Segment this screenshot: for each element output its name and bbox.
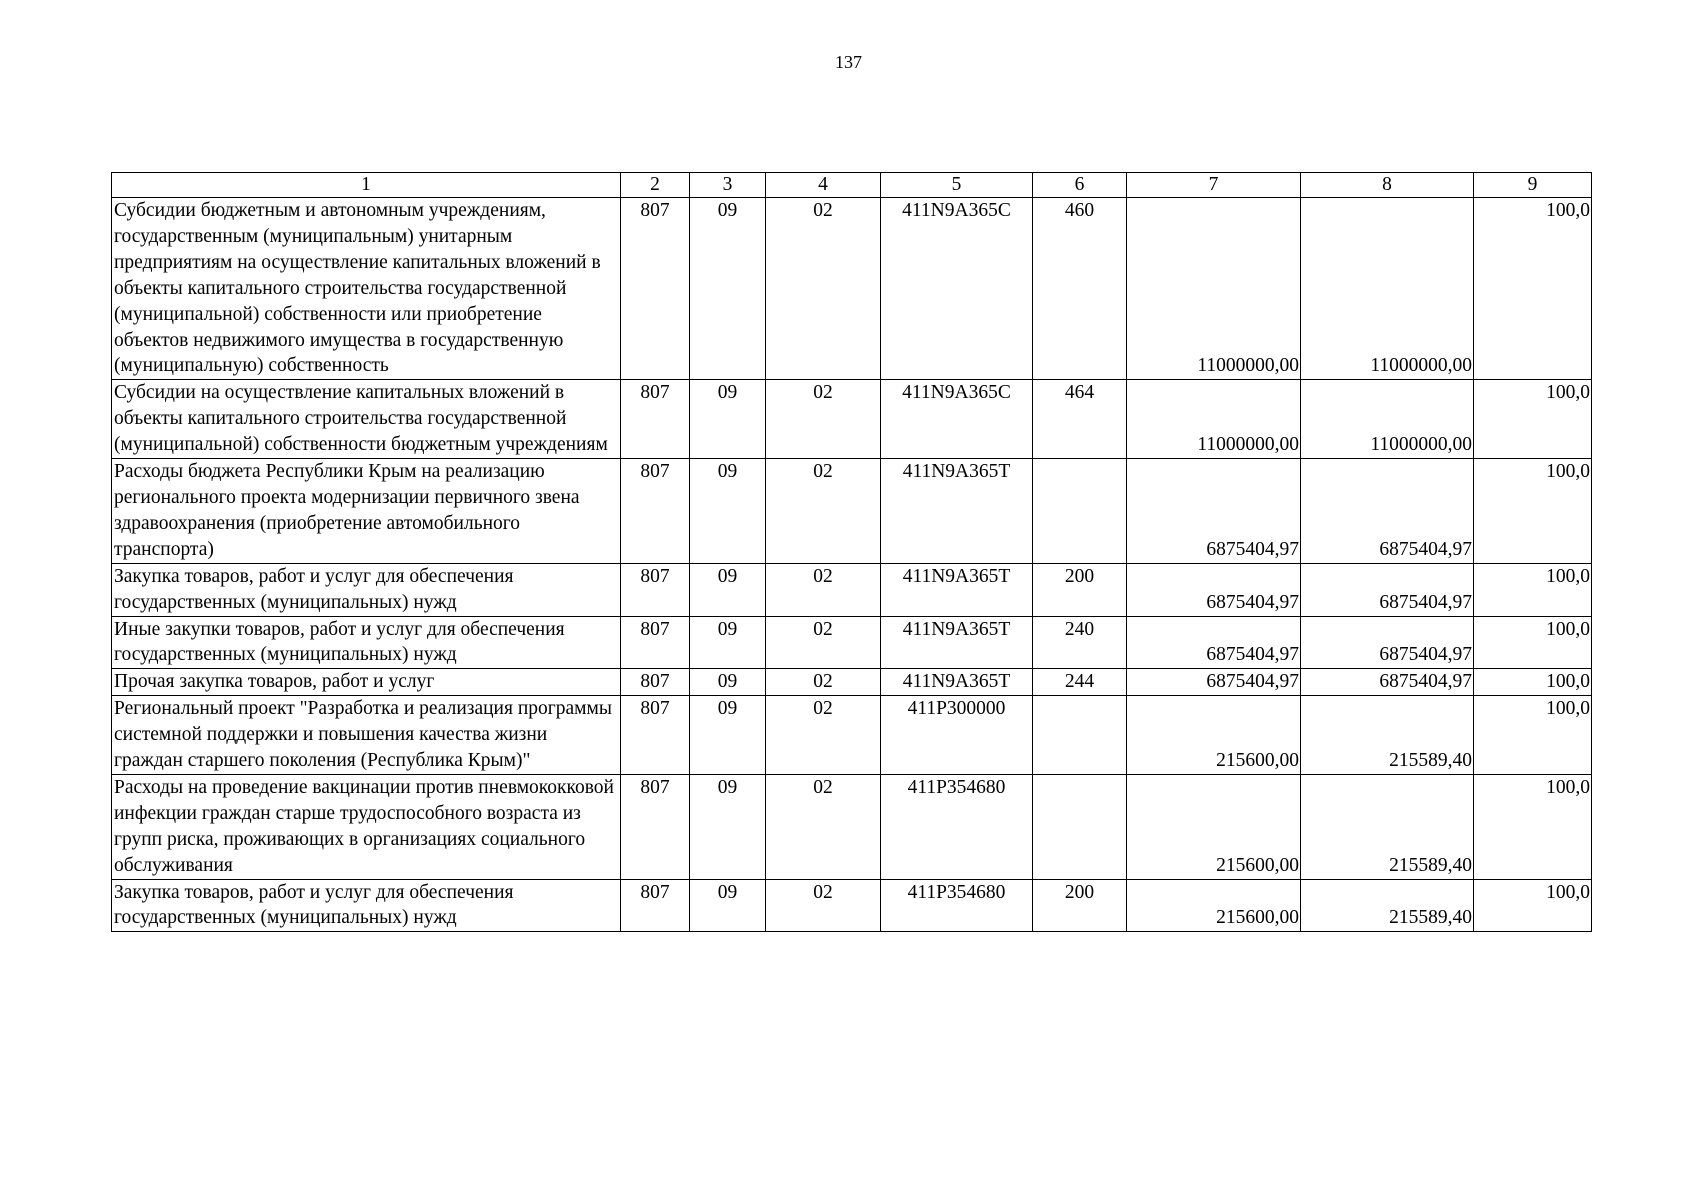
table-row	[112, 563, 1592, 616]
table-row	[112, 459, 1592, 564]
cell-col6: 240	[1033, 616, 1127, 669]
column-header-9: 9	[1474, 173, 1592, 198]
cell-col9: 100,0	[1474, 563, 1592, 616]
cell-col7: 6875404,97	[1127, 669, 1301, 696]
cell-col4: 02	[766, 879, 881, 932]
cell-col5: 411N9A365T	[881, 459, 1033, 564]
cell-col5: 411N9A365T	[881, 669, 1033, 696]
column-header-3: 3	[690, 173, 766, 198]
cell-col7: 6875404,97	[1127, 459, 1301, 564]
column-header-4: 4	[766, 173, 881, 198]
cell-col3: 09	[690, 774, 766, 879]
row-description: Субсидии на осуществление капитальных вложений в объекты капитального строительства государственной (муниципальной) собственности бюджетным учреждениям	[112, 380, 621, 459]
cell-col3: 09	[690, 879, 766, 932]
cell-col2: 807	[621, 696, 690, 775]
cell-col4: 02	[766, 696, 881, 775]
cell-col6: 200	[1033, 879, 1127, 932]
column-header-8: 8	[1301, 173, 1474, 198]
cell-col9: 100,0	[1474, 380, 1592, 459]
cell-col4: 02	[766, 563, 881, 616]
cell-col2: 807	[621, 616, 690, 669]
cell-col2: 807	[621, 669, 690, 696]
cell-col6: 200	[1033, 563, 1127, 616]
row-description: Расходы на проведение вакцинации против пневмококковой инфекции граждан старше трудоспособного возраста из групп риска, проживающих в организациях социального обслуживания	[112, 774, 621, 879]
page-number: 137	[835, 52, 862, 72]
cell-col8: 11000000,00	[1301, 198, 1474, 380]
cell-col9: 100,0	[1474, 879, 1592, 932]
cell-col9: 100,0	[1474, 459, 1592, 564]
table-row	[112, 879, 1592, 932]
row-description: Закупка товаров, работ и услуг для обеспечения государственных (муниципальных) нужд	[112, 879, 621, 932]
cell-col4: 02	[766, 380, 881, 459]
table-row	[112, 696, 1592, 775]
cell-col6	[1033, 774, 1127, 879]
cell-col9: 100,0	[1474, 696, 1592, 775]
row-description: Расходы бюджета Республики Крым на реализацию регионального проекта модернизации первичного звена здравоохранения (приобретение автомобильного транспорта)	[112, 459, 621, 564]
cell-col7: 215600,00	[1127, 696, 1301, 775]
cell-col9: 100,0	[1474, 616, 1592, 669]
cell-col6: 464	[1033, 380, 1127, 459]
cell-col6	[1033, 459, 1127, 564]
cell-col7: 11000000,00	[1127, 198, 1301, 380]
cell-col7: 215600,00	[1127, 774, 1301, 879]
cell-col8: 6875404,97	[1301, 616, 1474, 669]
table-row	[112, 198, 1592, 380]
cell-col3: 09	[690, 380, 766, 459]
cell-col8: 215589,40	[1301, 774, 1474, 879]
column-header-1: 1	[112, 173, 621, 198]
cell-col9: 100,0	[1474, 774, 1592, 879]
cell-col6: 460	[1033, 198, 1127, 380]
cell-col9: 100,0	[1474, 198, 1592, 380]
column-header-7: 7	[1127, 173, 1301, 198]
cell-col3: 09	[690, 563, 766, 616]
cell-col6: 244	[1033, 669, 1127, 696]
cell-col5: 411N9A365T	[881, 616, 1033, 669]
cell-col7: 6875404,97	[1127, 616, 1301, 669]
cell-col5: 411P354680	[881, 879, 1033, 932]
cell-col5: 411P300000	[881, 696, 1033, 775]
cell-col3: 09	[690, 459, 766, 564]
cell-col6	[1033, 696, 1127, 775]
cell-col5: 411N9A365T	[881, 563, 1033, 616]
row-description: Субсидии бюджетным и автономным учреждениям, государственным (муниципальным) унитарным предприятиям на осуществление капитальных вложений в объекты капитального строительства государственной (муниципальной) собственности или приобретение объектов недвижимого имущества в государственную (муниципальную) собственность	[112, 198, 621, 380]
cell-col5: 411P354680	[881, 774, 1033, 879]
table-row	[112, 380, 1592, 459]
row-description: Закупка товаров, работ и услуг для обеспечения государственных (муниципальных) нужд	[112, 563, 621, 616]
table-row	[112, 669, 1592, 696]
column-header-5: 5	[881, 173, 1033, 198]
cell-col2: 807	[621, 198, 690, 380]
row-description: Прочая закупка товаров, работ и услуг	[112, 669, 621, 696]
column-header-2: 2	[621, 173, 690, 198]
cell-col8: 6875404,97	[1301, 563, 1474, 616]
cell-col3: 09	[690, 696, 766, 775]
budget-table	[111, 172, 1592, 932]
cell-col8: 6875404,97	[1301, 459, 1474, 564]
table-row	[112, 774, 1592, 879]
cell-col4: 02	[766, 616, 881, 669]
cell-col4: 02	[766, 669, 881, 696]
cell-col3: 09	[690, 198, 766, 380]
table-body	[112, 198, 1592, 932]
cell-col4: 02	[766, 774, 881, 879]
cell-col2: 807	[621, 774, 690, 879]
cell-col8: 6875404,97	[1301, 669, 1474, 696]
cell-col2: 807	[621, 879, 690, 932]
cell-col4: 02	[766, 459, 881, 564]
cell-col7: 215600,00	[1127, 879, 1301, 932]
header-row	[112, 173, 1592, 198]
cell-col3: 09	[690, 669, 766, 696]
row-description: Региональный проект "Разработка и реализация программы системной поддержки и повышения качества жизни граждан старшего поколения (Республика Крым)"	[112, 696, 621, 775]
table-header	[112, 173, 1592, 198]
cell-col8: 11000000,00	[1301, 380, 1474, 459]
cell-col8: 215589,40	[1301, 696, 1474, 775]
table-row	[112, 616, 1592, 669]
cell-col7: 6875404,97	[1127, 563, 1301, 616]
cell-col2: 807	[621, 380, 690, 459]
cell-col8: 215589,40	[1301, 879, 1474, 932]
cell-col9: 100,0	[1474, 669, 1592, 696]
cell-col5: 411N9A365C	[881, 198, 1033, 380]
cell-col4: 02	[766, 198, 881, 380]
cell-col7: 11000000,00	[1127, 380, 1301, 459]
column-header-6: 6	[1033, 173, 1127, 198]
cell-col2: 807	[621, 459, 690, 564]
cell-col3: 09	[690, 616, 766, 669]
row-description: Иные закупки товаров, работ и услуг для обеспечения государственных (муниципальных) нужд	[112, 616, 621, 669]
cell-col2: 807	[621, 563, 690, 616]
cell-col5: 411N9A365C	[881, 380, 1033, 459]
